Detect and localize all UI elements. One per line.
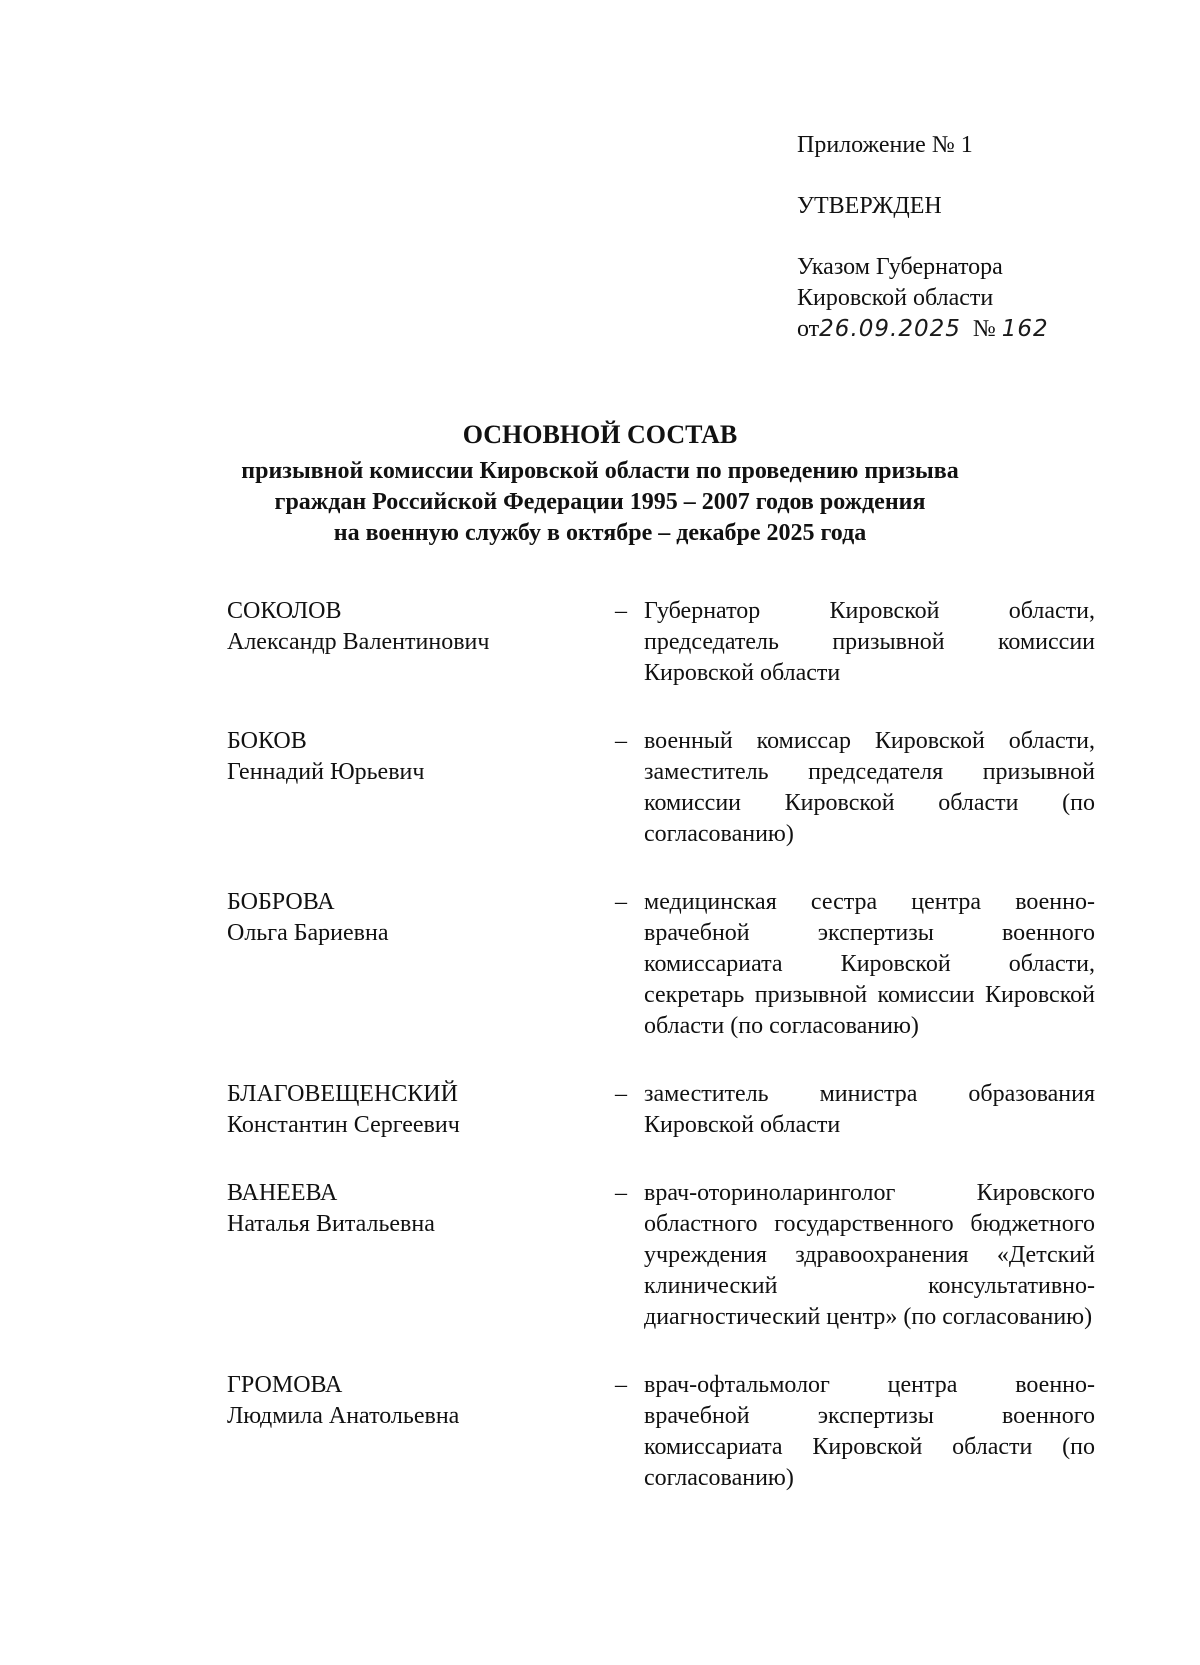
member-role: врач-оториноларинголог Кировского областного государственного бюджетного учреждения здравоохранения «Детский клинический консультативно-диагностический центр» (по согласованию) <box>644 1180 1095 1330</box>
member-surname: БОКОВ <box>227 728 307 754</box>
member-given-name: Геннадий Юрьевич <box>227 759 425 785</box>
member-name <box>227 1370 615 1494</box>
title-main: ОСНОВНОЙ СОСТАВ <box>462 420 738 449</box>
member-row <box>227 596 1095 689</box>
member-row <box>227 1178 1095 1333</box>
member-role: заместитель министра образования Кировской области <box>644 1081 1095 1138</box>
date-prefix: от <box>797 316 820 342</box>
appendix-label: Приложение № 1 <box>797 132 973 158</box>
decree-line-2: Кировской области <box>797 285 994 311</box>
decree-date-line <box>797 314 1157 345</box>
document-title <box>0 418 1200 549</box>
approval-block <box>797 130 1157 345</box>
member-name <box>227 596 615 689</box>
decree-date: 26.09.2025 <box>819 316 961 342</box>
member-dash: – <box>615 1180 627 1206</box>
member-given-name: Людмила Анатольевна <box>227 1403 460 1429</box>
member-role: врач-офтальмолог центра военно-врачебной экспертизы военного комиссариата Кировской области (по согласованию) <box>644 1372 1095 1491</box>
member-dash: – <box>615 1081 627 1107</box>
member-given-name: Ольга Бариевна <box>227 920 389 946</box>
approved-label: УТВЕРЖДЕН <box>797 193 942 219</box>
member-row <box>227 726 1095 850</box>
member-surname: СОКОЛОВ <box>227 598 342 624</box>
member-role: Губернатор Кировской области, председатель призывной комиссии Кировской области <box>644 598 1095 686</box>
member-name <box>227 887 615 1042</box>
member-surname: БЛАГОВЕЩЕНСКИЙ <box>227 1081 458 1107</box>
member-dash: – <box>615 889 627 915</box>
member-given-name: Александр Валентинович <box>227 629 490 655</box>
decree-line-1: Указом Губернатора <box>797 254 1003 280</box>
member-dash: – <box>615 598 627 624</box>
member-role: военный комиссар Кировской области, заместитель председателя призывной комиссии Кировской области (по согласованию) <box>644 728 1095 847</box>
member-name <box>227 1079 615 1141</box>
member-dash: – <box>615 1372 627 1398</box>
member-row <box>227 1370 1095 1494</box>
member-dash: – <box>615 728 627 754</box>
title-line-2: граждан Российской Федерации 1995 – 2007 годов рождения <box>274 489 926 515</box>
member-surname: БОБРОВА <box>227 889 335 915</box>
members-list <box>227 596 1095 1531</box>
number-prefix: № <box>972 316 996 342</box>
member-surname: ВАНЕЕВА <box>227 1180 338 1206</box>
member-row <box>227 1079 1095 1141</box>
member-name <box>227 726 615 850</box>
member-name <box>227 1178 615 1333</box>
member-role: медицинская сестра центра военно-врачебной экспертизы военного комиссариата Кировской области, секретарь призывной комиссии Кировской области (по согласованию) <box>644 889 1095 1039</box>
member-row <box>227 887 1095 1042</box>
title-line-3: на военную службу в октябре – декабре 2025 года <box>333 520 867 546</box>
member-given-name: Наталья Витальевна <box>227 1211 435 1237</box>
title-line-1: призывной комиссии Кировской области по проведению призыва <box>241 458 959 484</box>
member-surname: ГРОМОВА <box>227 1372 343 1398</box>
member-given-name: Константин Сергеевич <box>227 1112 460 1138</box>
decree-number: 162 <box>1001 316 1049 342</box>
